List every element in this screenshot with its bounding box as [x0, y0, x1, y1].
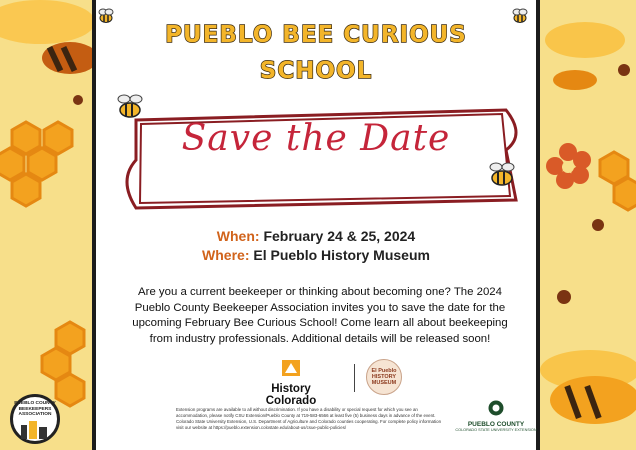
csu-name: PUEBLO COUNTY [467, 421, 525, 428]
seal-text: PUEBLO COUNTY BEEKEEPERS ASSOCIATION [14, 401, 56, 417]
beekeepers-association-seal [10, 394, 60, 444]
event-when [96, 228, 536, 244]
where-value: El Pueblo History Museum [253, 247, 430, 263]
bee-illustration-left [0, 0, 98, 74]
seal-skyline-icon [13, 419, 57, 439]
event-where [96, 247, 536, 263]
save-the-date-text: Save the Date [181, 118, 451, 159]
when-value: February 24 & 25, 2024 [263, 228, 416, 244]
title-line-1: PUEBLO BEE CURIOUS [165, 22, 467, 48]
bee-icon [490, 163, 514, 185]
flower-right [546, 143, 591, 189]
when-label: When: [216, 228, 260, 244]
csu-extension-logo [452, 400, 540, 432]
el-pueblo-museum-logo [366, 359, 402, 395]
logo-divider [354, 364, 355, 392]
bee-illustration-right [540, 22, 636, 424]
honeycomb-right [600, 152, 636, 210]
history-colorado-text: History Colorado [265, 383, 317, 407]
flyer-card [92, 0, 540, 450]
title-line-2: SCHOOL [259, 58, 373, 84]
csu-ram-icon [488, 400, 504, 416]
bee-icon [96, 6, 116, 26]
bee-icon [118, 95, 142, 117]
csu-subtitle: COLORADO STATE UNIVERSITY EXTENSION [455, 428, 537, 432]
museum-logo-text: El Pueblo HISTORY MUSEUM [371, 368, 397, 386]
nondiscrimination-fine-print: Extension programs are available to all without discrimination. If you have a disability or special request for which you see an accommodation, please notify CSU Extension/Pueblo County at 719-583-6566 at least five (5) business days in advance of the event. Colorado State University Extension, U.S. Department of Agriculture and Colorado counties cooperating. For complete policy information visit our website at https://pueblo.extension.colostate.edu/about-us/csue-public-policies/ [176, 407, 442, 430]
history-colorado-icon [282, 360, 300, 376]
bee-icon [510, 6, 530, 26]
event-description: Are you a current beekeeper or thinking about becoming one? The 2024 Pueblo County Beekeeper Association invites you to save the date for the upcoming February Bee Curious School! Come learn all about beekeeping from industry professionals. Additional details will be released soon! [132, 286, 508, 345]
honeycomb-left [0, 122, 84, 406]
where-label: Where: [202, 247, 250, 263]
history-colorado-logo [246, 360, 336, 407]
